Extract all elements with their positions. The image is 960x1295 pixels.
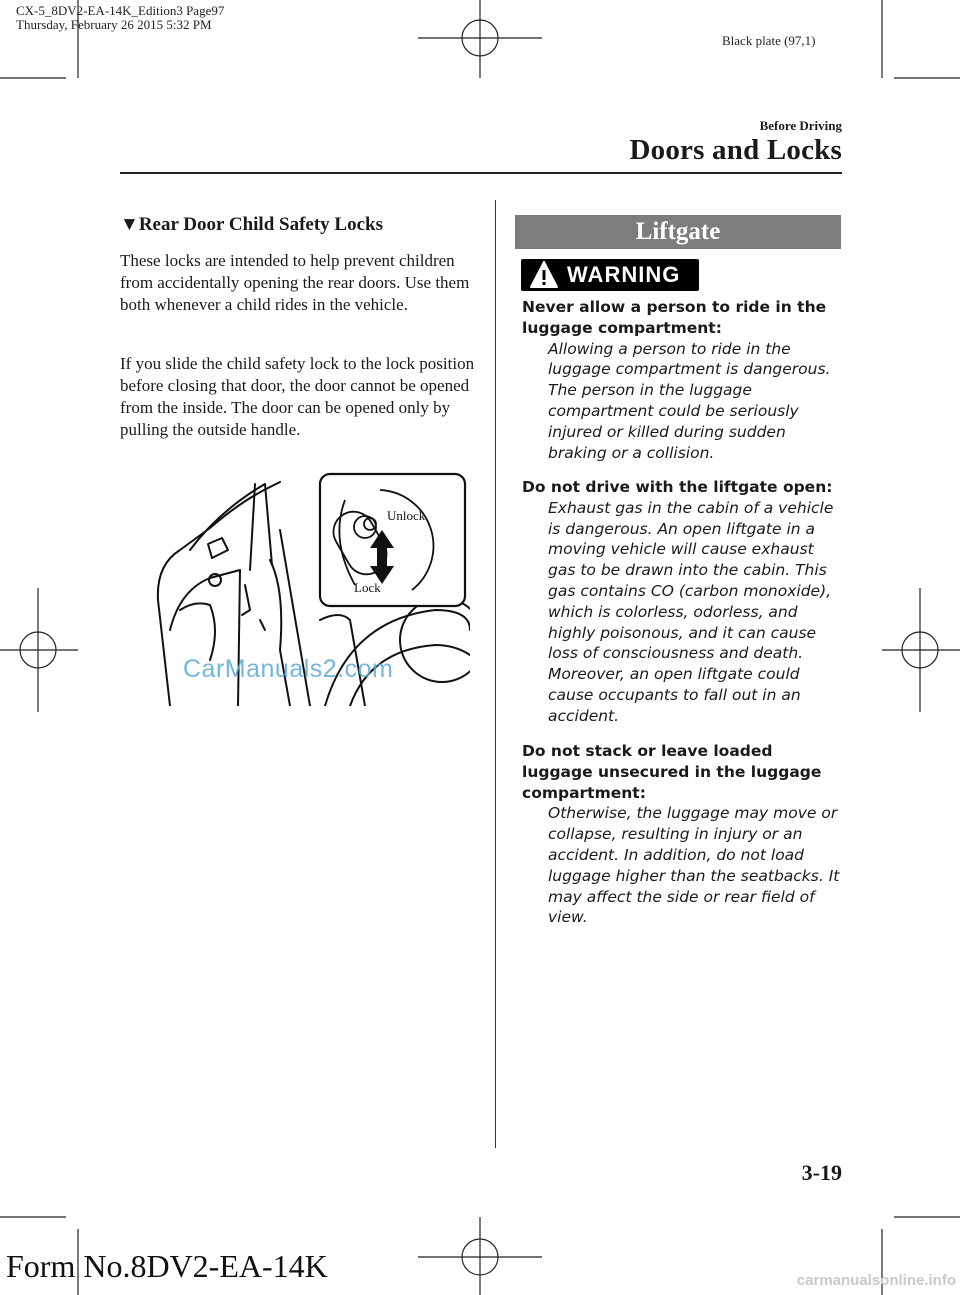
child-lock-heading	[120, 214, 383, 236]
warning-triangle-icon	[529, 260, 559, 290]
warning-title: Do not stack or leave loaded luggage unsecured in the luggage compartment:	[522, 742, 822, 802]
column-divider	[495, 200, 496, 1148]
print-meta	[16, 4, 224, 32]
paragraph-intro: These locks are intended to help prevent children from accidentally opening the rear doors. Use them both whenever a child rides in the vehicle.	[120, 251, 470, 314]
warning-body: Otherwise, the luggage may move or collapse, resulting in injury or an accident. In addition, do not load luggage higher than the seatbacks. It may affect the side or rear field of view.	[548, 804, 840, 927]
warning-title: Do not drive with the liftgate open:	[522, 478, 833, 496]
warning-item	[522, 297, 846, 463]
warning-item	[522, 741, 846, 928]
header-rule	[120, 172, 842, 174]
paragraph-lock-position: If you slide the child safety lock to the lock position before closing that door, the door cannot be opened from the inside. The door can be opened only by pulling the outside handle.	[120, 354, 475, 439]
child-lock-heading-text: Rear Door Child Safety Locks	[138, 214, 384, 235]
warning-label: WARNING	[567, 262, 681, 287]
print-date-line: Thursday, February 26 2015 5:32 PM	[16, 17, 212, 32]
warning-item	[522, 477, 846, 727]
warning-body: Exhaust gas in the cabin of a vehicle is dangerous. An open liftgate in a moving vehicle will cause exhaust gas to be drawn into the cabin. This gas contains CO (carbon monoxide), which is colorless, odorless, and highly poisonous, and it can cause loss of consciousness and death. Moreover, an open liftgate could cause occupants to fall out in an accident.	[548, 498, 834, 725]
warning-body: Allowing a person to ride in the luggage compartment is dangerous. The person in the luggage compartment could be seriously injured or killed during sudden braking or a collision.	[548, 339, 831, 462]
print-file-line: CX-5_8DV2-EA-14K_Edition3 Page97	[16, 3, 225, 18]
triangle-marker-icon: ▼	[120, 214, 139, 235]
unlock-label: Unlock	[387, 508, 426, 523]
site-watermark: carmanualsonline.info	[796, 1272, 956, 1289]
lock-label: Lock	[354, 580, 381, 595]
chapter-title: Doors and Locks	[629, 134, 842, 166]
plate-label: Black plate (97,1)	[722, 33, 816, 48]
liftgate-title: Liftgate	[635, 218, 721, 245]
liftgate-section-band	[515, 215, 841, 249]
watermark: CarManuals2.com	[183, 655, 394, 683]
warning-title: Never allow a person to ride in the luggage compartment:	[522, 298, 827, 337]
form-number: Form No.8DV2-EA-14K	[6, 1248, 328, 1284]
section-title: Before Driving	[759, 118, 842, 133]
warning-badge	[521, 259, 699, 291]
page-number: 3-19	[801, 1160, 842, 1185]
